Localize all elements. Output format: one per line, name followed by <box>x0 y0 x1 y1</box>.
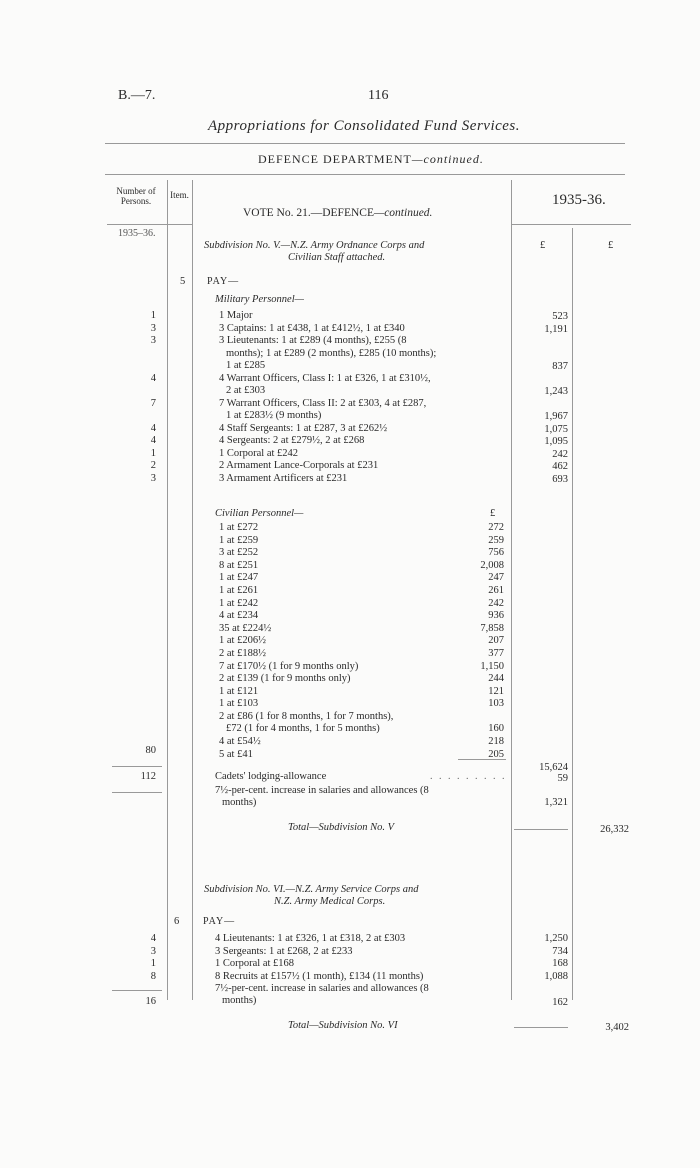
subdivision-6-title-continued: N.Z. Army Medical Corps. <box>274 896 386 907</box>
amount: 168 <box>552 958 568 969</box>
persons-count: 1 <box>150 447 156 459</box>
rule <box>514 1027 568 1028</box>
subdivision-6-item-number: 6 <box>174 916 180 927</box>
persons-count: 1 <box>150 310 156 321</box>
pound-sign-col2: £ <box>608 240 614 251</box>
page-title: Appropriations for Consolidated Fund Services. <box>208 118 521 134</box>
subdivision-5-title: Subdivision No. V.—N.Z. Army Ordnance Corps and <box>204 240 425 251</box>
vote-suffix: —continued. <box>373 207 433 219</box>
increase-allowance-label: 7½-per-cent. increase in salaries and allowances (8 <box>215 785 429 796</box>
amount: 121 <box>488 685 504 697</box>
amount: 936 <box>488 610 504 622</box>
amount: 1,191 <box>544 323 568 335</box>
amount: 7,858 <box>480 622 504 634</box>
amount: 103 <box>488 698 504 710</box>
pay-line: 1 Corporal at £168 <box>215 958 295 969</box>
amount: 756 <box>488 547 504 559</box>
military-line: 3 Captains: 1 at £438, 1 at £412½, 1 at £340 <box>219 322 405 334</box>
persons-count: 3 <box>150 322 156 334</box>
subdivision-6-total-amount: 3,402 <box>605 1022 629 1033</box>
military-line: 3 Armament Artificers at £231 <box>219 473 348 484</box>
persons-count: 3 <box>150 945 156 957</box>
page-number: 116 <box>368 88 389 103</box>
persons-count: 3 <box>150 473 156 484</box>
military-line: 2 Armament Lance-Corporals at £231 <box>219 460 379 472</box>
civilian-line: 4 at £234 <box>219 610 259 622</box>
military-line: 4 Warrant Officers, Class I: 1 at £326, 1 at £310½, <box>219 372 431 384</box>
persons-count: 2 <box>150 460 156 472</box>
increase-allowance-amount: 162 <box>552 997 568 1008</box>
civilian-line: £72 (1 for 4 months, 1 for 5 months) <box>226 723 380 735</box>
amount: 259 <box>488 534 504 546</box>
civilian-pound-sign: £ <box>490 508 496 519</box>
amount: 462 <box>552 461 568 473</box>
civilian-line: 1 at £103 <box>219 698 259 710</box>
civilian-personnel-heading: Civilian Personnel— <box>215 508 304 519</box>
persons-count: 4 <box>150 435 156 447</box>
civilian-line: 1 at £272 <box>219 522 259 533</box>
amount: 1,250 <box>544 933 568 944</box>
military-line: 1 at £283½ (9 months) <box>226 410 322 421</box>
civilian-line: 35 at £224½ <box>219 622 272 634</box>
increase-allowance-label-continued: months) <box>222 995 257 1006</box>
pay-heading: PAY— <box>203 916 236 927</box>
civilian-line: 8 at £251 <box>219 559 259 571</box>
civilian-line: 3 at £252 <box>219 547 259 559</box>
amount: 523 <box>552 311 568 322</box>
amount: 1,088 <box>544 970 568 982</box>
increase-allowance-label-continued: months) <box>222 797 257 808</box>
financial-year-header: 1935-36. <box>552 192 606 208</box>
civilian-line: 1 at £206½ <box>219 635 266 647</box>
civilian-line: 1 at £247 <box>219 572 259 584</box>
civilian-persons-count: 80 <box>145 745 156 756</box>
cadets-allowance-amount: 59 <box>557 773 568 784</box>
rule <box>458 759 506 760</box>
cadets-allowance-label: Cadets' lodging-allowance <box>215 771 327 782</box>
year-label-left: 1935–36. <box>118 228 156 239</box>
military-personnel-heading: Military Personnel— <box>215 294 304 305</box>
amount: 242 <box>488 597 504 609</box>
pay-line: 8 Recruits at £157½ (1 month), £134 (11 months) <box>215 970 424 982</box>
subdivision-6-persons-total: 16 <box>145 996 156 1007</box>
rule <box>511 224 631 225</box>
amount: 377 <box>488 648 504 659</box>
rule <box>112 990 162 991</box>
department-heading <box>258 152 484 167</box>
civilian-line: 2 at £86 (1 for 8 months, 1 for 7 months), <box>219 711 394 722</box>
vote-title: VOTE No. 21.—DEFENCE <box>243 207 374 219</box>
page-reference: B.—7. <box>118 88 156 103</box>
military-line: 1 Major <box>219 310 253 321</box>
amount: 1,243 <box>544 386 568 397</box>
military-line: 1 Corporal at £242 <box>219 447 299 459</box>
amount: 272 <box>488 522 504 533</box>
amount: 242 <box>552 448 568 460</box>
subdivision-6-title: Subdivision No. VI.—N.Z. Army Service Corps and <box>204 884 419 895</box>
subdivision-6-total-label: Total—Subdivision No. VI <box>288 1020 398 1031</box>
amount: 205 <box>488 748 504 760</box>
amount: 247 <box>488 572 504 584</box>
department-suffix: —continued. <box>411 152 484 166</box>
persons-count: 7 <box>150 397 156 409</box>
pay-line: 3 Sergeants: 1 at £268, 2 at £233 <box>215 945 353 957</box>
amount: 837 <box>552 361 568 372</box>
military-line: 2 at £303 <box>226 385 266 396</box>
amount: 693 <box>552 474 568 485</box>
vote-heading <box>243 207 432 219</box>
civilian-line: 2 at £139 (1 for 9 months only) <box>219 673 351 685</box>
military-line: 7 Warrant Officers, Class II: 2 at £303, 4 at £287, <box>219 397 427 409</box>
amount: 1,967 <box>544 411 568 422</box>
civilian-line: 5 at £41 <box>219 748 253 760</box>
civilian-line: 1 at £121 <box>219 685 259 697</box>
amount: 244 <box>488 673 504 685</box>
persons-count: 1 <box>150 958 156 969</box>
civilian-line: 4 at £54½ <box>219 736 261 747</box>
amount: 160 <box>488 723 504 735</box>
rule <box>514 829 568 830</box>
rule <box>107 224 193 225</box>
subdivision-5-title-continued: Civilian Staff attached. <box>288 252 386 263</box>
amount: 207 <box>488 635 504 647</box>
subdivision-5-total-label: Total—Subdivision No. V <box>288 822 395 833</box>
persons-column-header: Number of Persons. <box>116 186 156 206</box>
pound-sign-col1: £ <box>540 240 546 251</box>
column-rule <box>192 180 193 1000</box>
subdivision-5-persons-total: 112 <box>140 771 156 782</box>
pay-heading: PAY— <box>207 276 240 287</box>
subdivision-5-item-number: 5 <box>180 276 186 287</box>
amount: 1,075 <box>544 423 568 435</box>
rule <box>105 143 625 144</box>
civilian-line: 2 at £188½ <box>219 648 266 659</box>
rule <box>112 792 162 793</box>
persons-count: 3 <box>150 335 156 347</box>
persons-count: 8 <box>150 970 156 982</box>
civilian-line: 7 at £170½ (1 for 9 months only) <box>219 660 359 672</box>
military-line: 3 Lieutenants: 1 at £289 (4 months), £255 (8 <box>219 335 407 347</box>
amount: 2,008 <box>480 559 504 571</box>
item-column-header: Item. <box>170 190 189 200</box>
pay-line: 4 Lieutenants: 1 at £326, 1 at £318, 2 at £303 <box>215 933 406 944</box>
amount: 734 <box>552 945 568 957</box>
civilian-line: 1 at £261 <box>219 585 259 596</box>
amount: 218 <box>488 736 504 747</box>
rule <box>112 766 162 767</box>
military-line: 4 Staff Sergeants: 1 at £287, 3 at £262½ <box>219 422 388 434</box>
column-rule <box>167 180 168 1000</box>
subdivision-5-total-amount: 26,332 <box>600 824 629 835</box>
military-line: 4 Sergeants: 2 at £279½, 2 at £268 <box>219 435 365 447</box>
military-line: months); 1 at £289 (2 months), £285 (10 months); <box>226 347 437 359</box>
persons-count: 4 <box>150 372 156 384</box>
amount: 261 <box>488 585 504 596</box>
amount: 1,150 <box>480 660 504 672</box>
amount: 1,095 <box>544 436 568 448</box>
department-name: DEFENCE DEPARTMENT <box>258 152 412 166</box>
civilian-total-amount: 15,624 <box>539 762 568 773</box>
increase-allowance-label: 7½-per-cent. increase in salaries and allowances (8 <box>215 983 429 994</box>
rule <box>105 174 625 175</box>
column-rule <box>511 180 512 1000</box>
increase-allowance-amount: 1,321 <box>544 797 568 808</box>
persons-count: 4 <box>150 933 156 944</box>
military-line: 1 at £285 <box>226 360 266 371</box>
persons-count: 4 <box>150 422 156 434</box>
leader-dots: . . . . . . . . . <box>430 771 507 782</box>
column-rule <box>572 228 573 1000</box>
civilian-line: 1 at £242 <box>219 597 259 609</box>
civilian-line: 1 at £259 <box>219 534 259 546</box>
